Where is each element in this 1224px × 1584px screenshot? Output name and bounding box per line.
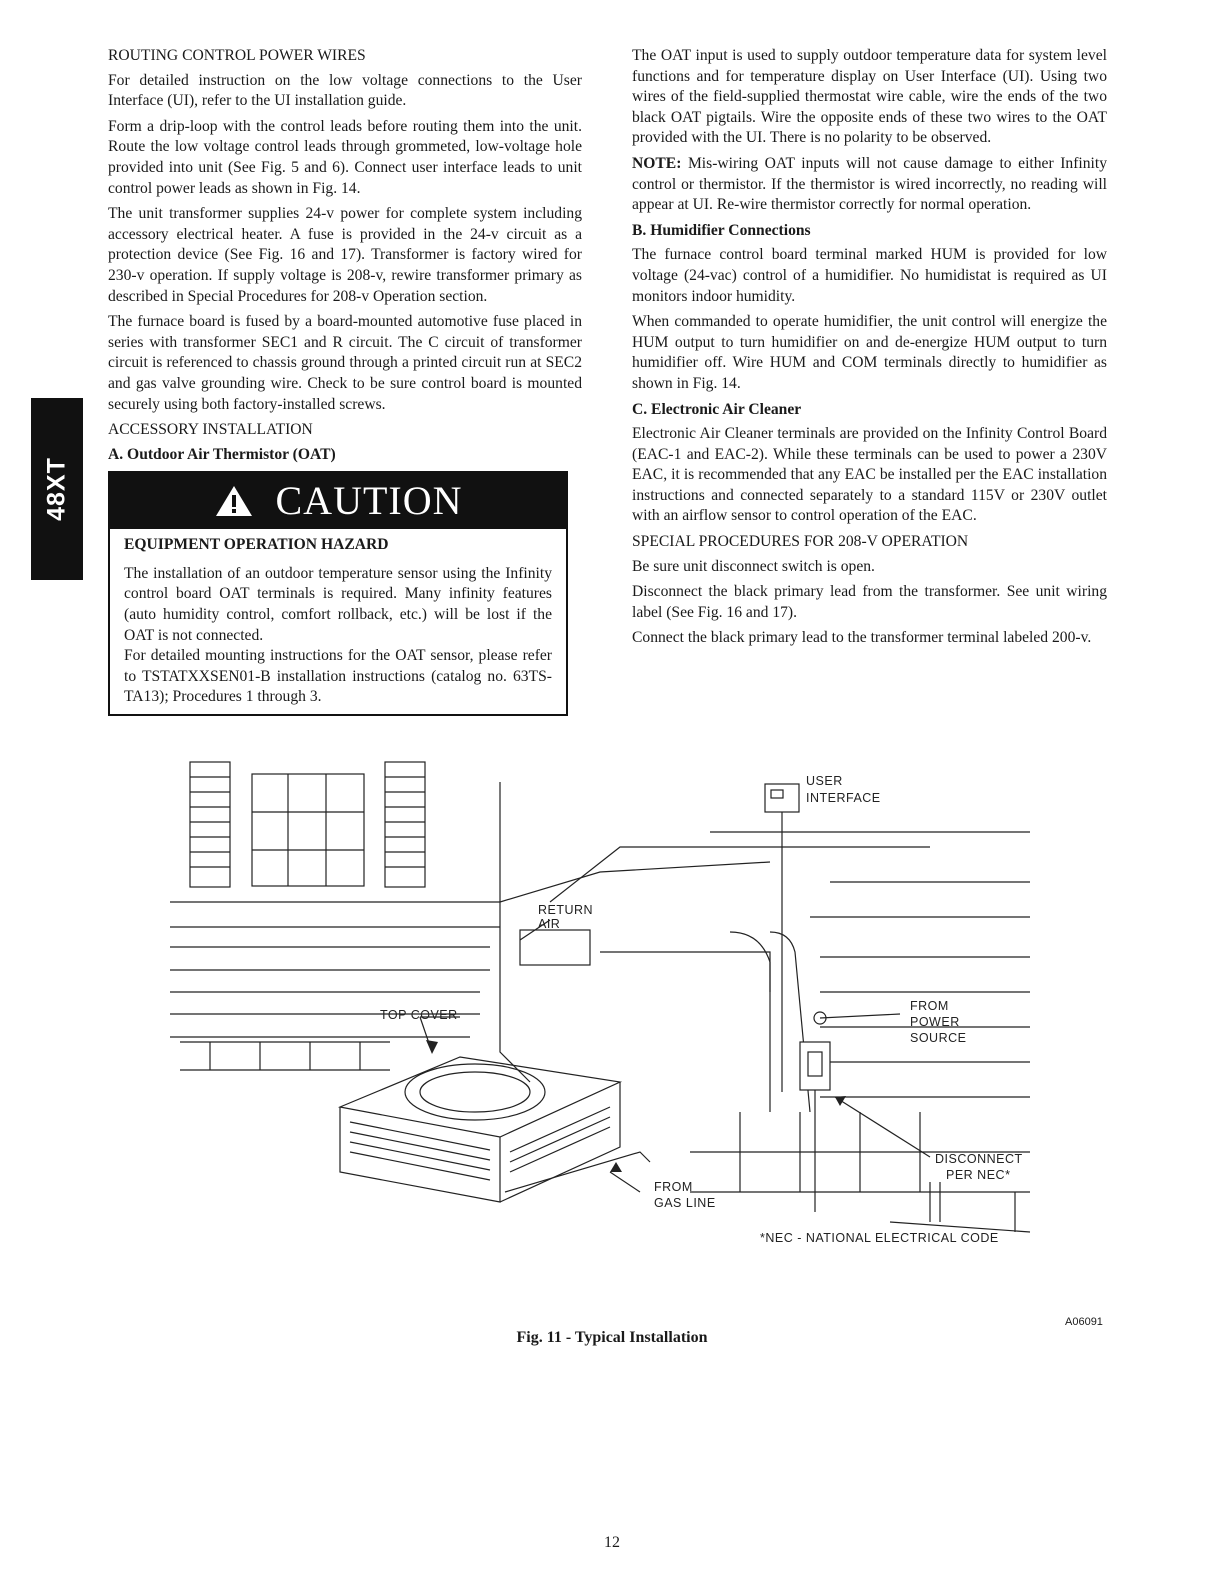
eac-heading: C. Electronic Air Cleaner: [632, 400, 802, 418]
caution-box: [108, 471, 568, 716]
label-from-power: FROM: [910, 999, 949, 1013]
label-user: USER: [806, 774, 843, 788]
caution-title: CAUTION: [275, 477, 463, 523]
label-gas-line: GAS LINE: [654, 1196, 716, 1210]
section-side-tab: [31, 398, 83, 580]
oat-heading: A. Outdoor Air Thermistor (OAT): [108, 445, 336, 463]
routing-paragraph-1: For detailed instruction on the low voltage connections to the User Interface (UI), refer to the UI installation guide.: [108, 71, 582, 110]
note-paragraph: [632, 154, 1107, 216]
label-interface: INTERFACE: [806, 791, 881, 805]
label-power: POWER: [910, 1015, 960, 1029]
label-top-cover: TOP COVER: [380, 1008, 458, 1022]
warning-triangle-icon: [214, 484, 254, 518]
caution-text-2: For detailed mounting instructions for the OAT sensor, please refer to TSTATXXSEN01-B installation instructions (catalog no. 63TS-TA13); Procedures 1 through 3.: [124, 647, 552, 706]
humidifier-paragraph-1: The furnace control board terminal marked HUM is provided for low voltage (24-vac) control of a humidifier. No humidistat is required as UI monitors indoor humidity.: [632, 246, 1107, 305]
left-column: [108, 46, 582, 716]
note-label: NOTE:: [632, 154, 682, 172]
label-air: AIR: [538, 917, 561, 931]
humidifier-heading: B. Humidifier Connections: [632, 221, 811, 239]
page-number: 12: [604, 1534, 620, 1551]
oat-paragraph: The OAT input is used to supply outdoor temperature data for system level functions and for temperature display on User Interface (UI). Using two wires of the field-supplied thermostat wire cable, wire the ends of the two black OAT pigtails. Wire the opposite ends of these two wires to the OAT provided with the UI. There is no polarity to be observed.: [632, 47, 1107, 147]
caution-hazard-heading: EQUIPMENT OPERATION HAZARD: [124, 536, 389, 554]
label-return: RETURN: [538, 903, 594, 917]
label-source: SOURCE: [910, 1031, 967, 1045]
nec-footnote: *NEC - NATIONAL ELECTRICAL CODE: [760, 1231, 999, 1245]
routing-paragraph-2: Form a drip-loop with the control leads before routing them into the unit. Route the low voltage control leads through grommeted, low-voltage hole provided into unit (See Fig. 5 and 6). Connect user interface leads to unit control power leads as shown in Fig. 14.: [108, 117, 582, 197]
installation-illustration: [170, 752, 1070, 1262]
humidifier-paragraph-2: When commanded to operate humidifier, the unit control will energize the HUM output to turn humidifier on and de-energize HUM output to turn humidifier off. Wire HUM and COM terminals directly to humidifier as shown in Fig. 14.: [632, 313, 1107, 392]
note-text: Mis-wiring OAT inputs will not cause damage to either Infinity control or thermistor. If the thermistor is wired incorrectly, no reading will appear at UI. Re-wire thermistor correctly for normal operation.: [632, 154, 1107, 214]
routing-paragraph-3: The unit transformer supplies 24-v power for complete system including accessory electrical heater. A fuse is provided in the 24-v circuit as a protection device (See Fig. 16 and 17). Transformer is factory wired for 230-v operation. If supply voltage is 208-v, rewire transformer primary as described in Special Procedures for 208-v Operation section.: [108, 205, 582, 305]
routing-paragraph-4: The furnace board is fused by a board-mounted automotive fuse placed in series with transformer SEC1 and R circuit. The C circuit of transformer circuit is referenced to chassis ground through a printed circuit run at SEC2 and gas valve grounding wire. Check to be sure control board is mounted securely using both factory-installed screws.: [108, 313, 582, 413]
caution-body: [110, 529, 566, 714]
right-column: [632, 46, 1107, 654]
special-step-1: Be sure unit disconnect switch is open.: [632, 557, 875, 575]
side-tab-label: 48XT: [42, 457, 71, 521]
routing-heading: ROUTING CONTROL POWER WIRES: [108, 47, 366, 64]
figure-code: A06091: [1065, 1316, 1103, 1328]
caution-text-1: The installation of an outdoor temperature sensor using the Infinity control board OAT terminals is required. Many infinity features (auto humidity control, comfort rollback, etc.) will be lost if the OAT is not connected.: [124, 564, 552, 644]
eac-paragraph: Electronic Air Cleaner terminals are provided on the Infinity Control Board (EAC-1 and EAC-2). While these terminals can be used to power a 230V EAC, it is recommended that any EAC be installed per the EAC installation instructions and connected separately to a standard 115V or 230V outlet with an airflow sensor to control operation of the EAC.: [632, 425, 1107, 525]
caution-banner: [110, 473, 566, 529]
special-procedures-heading: SPECIAL PROCEDURES FOR 208-V OPERATION: [632, 533, 969, 551]
accessory-heading: ACCESSORY INSTALLATION: [108, 421, 313, 439]
label-from-gas: FROM: [654, 1180, 693, 1194]
figure-caption: Fig. 11 - Typical Installation: [516, 1329, 708, 1346]
typical-installation-figure: [170, 752, 1070, 1262]
label-disconnect: DISCONNECT: [935, 1152, 1023, 1166]
special-step-2: Disconnect the black primary lead from the transformer. See unit wiring label (See Fig. 16 and 17).: [632, 583, 1107, 621]
label-per-nec: PER NEC*: [946, 1168, 1011, 1182]
special-step-3: Connect the black primary lead to the transformer terminal labeled 200-v.: [632, 629, 1092, 647]
